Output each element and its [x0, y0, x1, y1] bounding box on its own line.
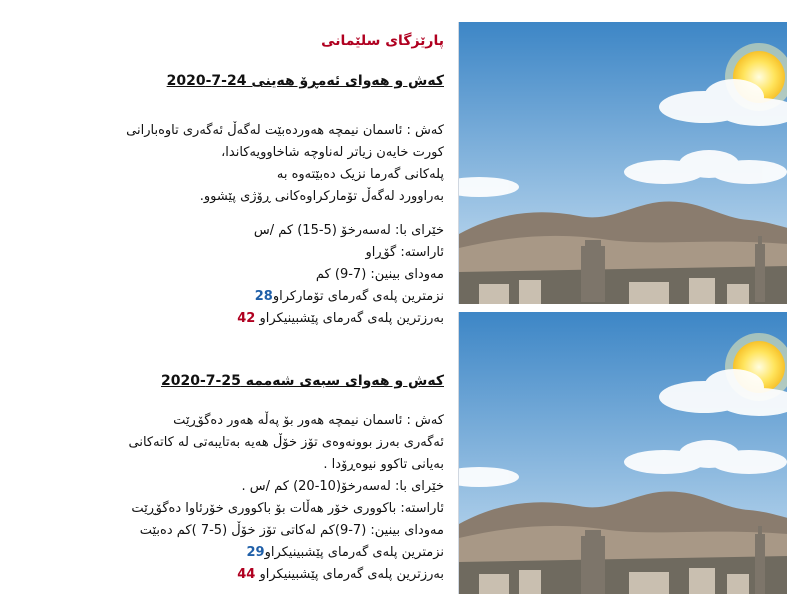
day2-forecast	[128, 410, 444, 586]
day1-min-value: 28	[254, 289, 273, 304]
day2-wind: خێرای با: لەسەرخۆ(10-20) کم /س .	[241, 479, 444, 494]
day2-weather-line: کەش : ئاسمان نیمچە هەور بۆ پەڵە هەور دەگۆڕێت	[173, 413, 444, 428]
day1-forecast	[126, 120, 444, 330]
city-photo-day1	[458, 22, 787, 304]
day2-heading: کەش و هەوای سبەی شەممە 25-7-2020	[161, 373, 444, 389]
day1-weather-line: بەراوورد لەگەڵ تۆمارکراوەکانی ڕۆژی پێشوو.	[199, 189, 444, 204]
city-landscape-image	[459, 22, 787, 304]
city-landscape-image	[459, 312, 787, 594]
city-photo-day2	[458, 312, 787, 594]
forecast-text-column	[126, 0, 450, 600]
day1-wind: خێرای با: لەسەرخۆ (5-15) کم /س	[253, 223, 444, 238]
day1-weather-line: کەش : ئاسمان نیمچە هەوردەبێت لەگەڵ ئەگەری تاوەبارانی	[126, 123, 444, 138]
day2-min-temp	[148, 542, 444, 564]
day1-heading: کەش و هەوای ئەمڕۆ هەینی 24-7-2020	[166, 73, 444, 89]
day1-min-label: نزمترین پلەی گەرمای تۆمارکراو	[272, 289, 444, 304]
day1-visibility: مەودای بینین: (7-9) کم	[315, 267, 444, 282]
day1-weather-line: کورت خایەن زیاتر لەناوچە شاخاوویەکاندا،	[221, 145, 444, 160]
day1-max-temp	[148, 308, 444, 330]
day2-visibility: مەودای بینین: (7-9)کم لەکاتی تۆز خۆڵ (5-7 )کم دەبێت	[139, 523, 444, 538]
day2-max-value: 44	[237, 567, 256, 582]
day2-weather-line: ئەگەری بەرز بوونەوەی تۆز خۆڵ هەیە بەتایبەتی لە کاتەکانی	[128, 435, 444, 450]
day1-max-value: 42	[237, 311, 256, 326]
province-title: پارێزگای سلێمانی	[321, 33, 444, 49]
day2-min-label: نزمترین پلەی گەرمای پێشبینیکراو	[264, 545, 444, 560]
day2-direction: ئاراستە: باکووری خۆر هەڵات بۆ باکووری خۆرئاوا دەگۆڕێت	[131, 501, 444, 516]
day2-min-value: 29	[246, 545, 265, 560]
day1-weather-line: پلەکانی گەرما نزیک دەبێتەوە بە	[276, 167, 444, 182]
day1-min-temp	[148, 286, 444, 308]
day2-max-label: بەرزترین پلەی گەرمای پێشبینیکراو	[259, 567, 444, 582]
day2-weather-line: بەیانی تاکوو نیوەڕۆدا .	[323, 457, 444, 472]
day1-direction: ئاراستە: گۆڕاو	[365, 245, 444, 260]
day2-max-temp	[148, 564, 444, 586]
day1-max-label: بەرزترین پلەی گەرمای پێشبینیکراو	[259, 311, 444, 326]
